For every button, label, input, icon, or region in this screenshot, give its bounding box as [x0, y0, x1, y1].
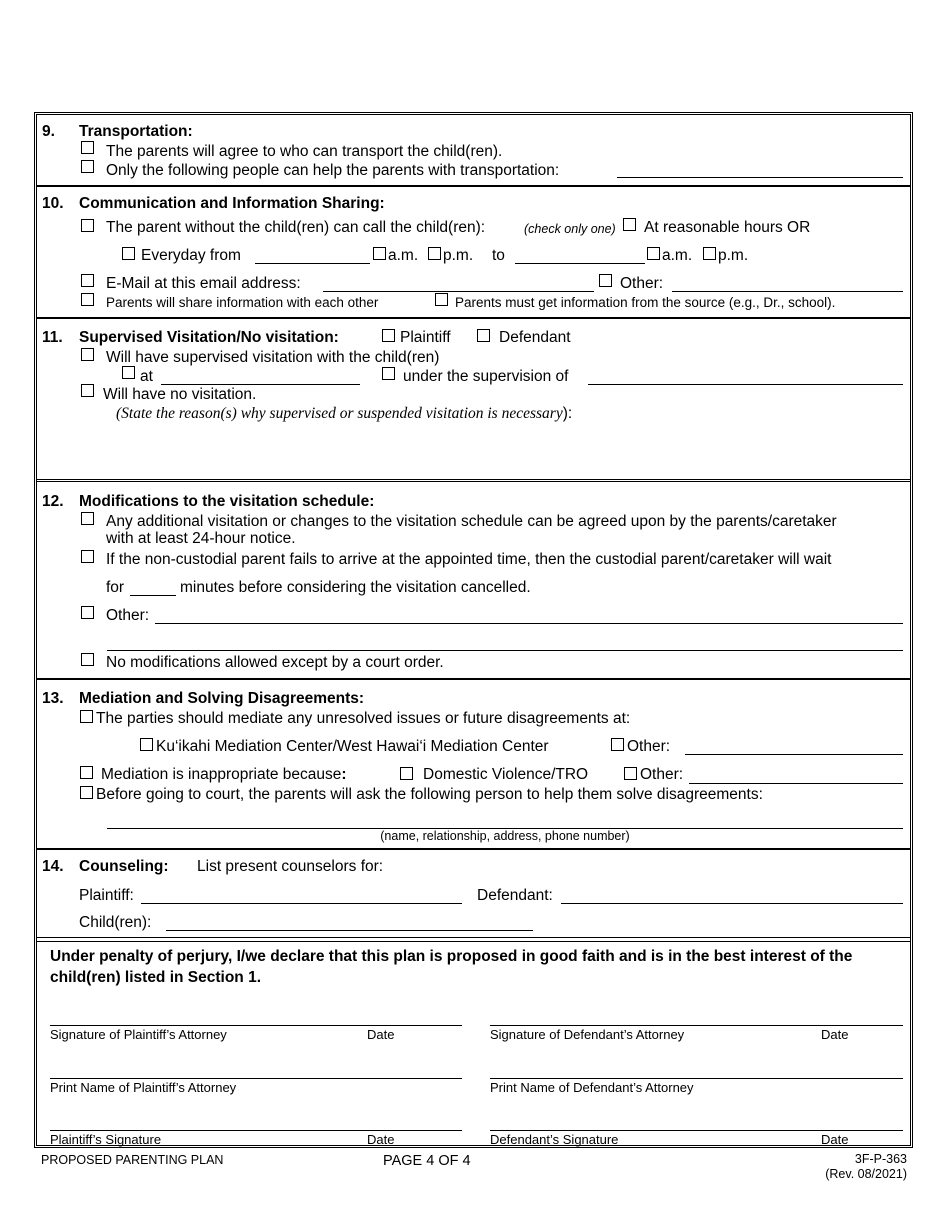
section-number: 13. [42, 690, 64, 707]
plaintiff-label: Plaintiff [400, 329, 451, 346]
other-label: Other: [620, 275, 664, 292]
checkbox-other-mod[interactable] [81, 606, 94, 619]
section-11 [37, 319, 910, 482]
defendant-label: Defendant: [477, 887, 553, 904]
checkbox-from-pm[interactable] [428, 247, 441, 260]
option-label: Before going to court, the parents will ask the following person to help them solve disagreements: [96, 786, 763, 803]
other-center-field[interactable] [685, 754, 903, 755]
children-label: Child(ren): [79, 914, 152, 931]
option-label: with at least 24-hour notice. [106, 530, 296, 547]
checkbox-wait[interactable] [81, 550, 94, 563]
time-to-field[interactable] [515, 263, 645, 264]
checkbox-no-modifications[interactable] [81, 653, 94, 666]
section-12 [37, 482, 910, 680]
checkbox-other-center[interactable] [611, 738, 624, 751]
option-label: If the non-custodial parent fails to arrive at the appointed time, then the custodial parent/caretaker will wait [106, 551, 832, 568]
option-label: Parents will share information with each other [106, 295, 379, 310]
section-14 [37, 850, 910, 940]
pm-label: p.m. [443, 247, 474, 264]
date-caption: Date [821, 1132, 849, 1147]
section-number: 14. [42, 858, 64, 875]
form-code: 3F-P-363 [854, 1152, 907, 1166]
for-label: for [106, 579, 125, 596]
section-13 [37, 680, 910, 850]
signature-caption: Defendant’s Signature [490, 1132, 619, 1147]
section-number: 12. [42, 493, 64, 510]
checkbox-to-am[interactable] [647, 247, 660, 260]
plaintiff-counselor-field[interactable] [141, 903, 462, 904]
option-label: Everyday from [141, 247, 241, 264]
plaintiff-label: Plaintiff: [79, 887, 134, 904]
pm-label: p.m. [718, 247, 749, 264]
option-label: E-Mail at this email address: [106, 275, 301, 292]
supervised-at-field[interactable] [161, 384, 360, 385]
checkbox-transport-agree[interactable] [81, 141, 94, 154]
reason-note [116, 405, 572, 423]
time-from-field[interactable] [255, 263, 370, 264]
form-revision: (Rev. 08/2021) [825, 1167, 907, 1181]
checkbox-no-visitation[interactable] [81, 384, 94, 397]
divider [37, 937, 910, 942]
plaintiff-signature-line[interactable] [50, 1130, 462, 1131]
option-label: Any additional visitation or changes to the visitation schedule can be agreed upon by the parents/caretaker [106, 513, 837, 530]
wait-minutes-field[interactable] [130, 595, 176, 596]
other-mod-field-line2[interactable] [107, 650, 903, 651]
transport-people-field[interactable] [617, 177, 903, 178]
other-reason-field[interactable] [689, 783, 903, 784]
checkbox-plaintiff[interactable] [382, 329, 395, 342]
option-label: The parties should mediate any unresolved issues or future disagreements at: [96, 710, 631, 727]
checkbox-mediate[interactable] [80, 710, 93, 723]
other-label: Other: [640, 766, 684, 783]
date-caption: Date [367, 1132, 395, 1147]
checkbox-everyday[interactable] [122, 247, 135, 260]
reason-end: ): [562, 405, 573, 422]
checkbox-to-pm[interactable] [703, 247, 716, 260]
checkbox-other-reason[interactable] [624, 767, 637, 780]
section-title: Mediation and Solving Disagreements: [79, 690, 365, 707]
other-comm-field[interactable] [672, 291, 903, 292]
section-number: 11. [42, 329, 63, 346]
defendant-attorney-signature-line[interactable] [490, 1025, 903, 1026]
section-title: Counseling: [79, 858, 169, 875]
checkbox-reasonable-hours[interactable] [623, 218, 636, 231]
check-one-note: (check only one) [524, 222, 616, 236]
option-label: No modifications allowed except by a court order. [106, 654, 444, 671]
checkbox-supervised[interactable] [81, 348, 94, 361]
option-label: The parent without the child(ren) can call the child(ren): [106, 219, 486, 236]
other-label: Other: [627, 738, 671, 755]
option-label: Will have no visitation. [103, 386, 257, 403]
checkbox-email[interactable] [81, 274, 94, 287]
option-label: Parents must get information from the source (e.g., Dr., school). [455, 295, 836, 310]
section-number: 9. [42, 123, 55, 140]
page-number: PAGE 4 OF 4 [383, 1153, 471, 1169]
inappropriate-text: Mediation is inappropriate because [101, 766, 342, 783]
option-label: minutes before considering the visitation cancelled. [180, 579, 531, 596]
checkbox-transport-following[interactable] [81, 160, 94, 173]
section-9 [37, 115, 910, 187]
plaintiff-attorney-print-line[interactable] [50, 1078, 462, 1079]
checkbox-other-comm[interactable] [599, 274, 612, 287]
checkbox-under-supervision[interactable] [382, 367, 395, 380]
section-number: 10. [42, 195, 64, 212]
section-10 [37, 187, 910, 319]
field-caption: (name, relationship, address, phone number) [380, 829, 630, 843]
option-label: Domestic Violence/TRO [423, 766, 589, 783]
am-label: a.m. [662, 247, 693, 264]
option-label: under the supervision of [403, 368, 569, 385]
print-caption: Print Name of Plaintiff’s Attorney [50, 1080, 237, 1095]
checkbox-call[interactable] [81, 219, 94, 232]
option-label: Ku‘ikahi Mediation Center/West Hawai‘i Mediation Center [156, 738, 549, 755]
section-title: Transportation: [79, 123, 193, 140]
print-caption: Print Name of Defendant’s Attorney [490, 1080, 694, 1095]
signature-caption: Signature of Defendant’s Attorney [490, 1027, 685, 1042]
option-label: The parents will agree to who can transport the child(ren). [106, 143, 503, 160]
checkbox-supervised-at[interactable] [122, 366, 135, 379]
option-label [101, 766, 347, 784]
section-title: Communication and Information Sharing: [79, 195, 385, 212]
other-mod-field[interactable] [155, 623, 903, 624]
checkbox-inappropriate[interactable] [80, 766, 93, 779]
option-label: At reasonable hours OR [644, 219, 811, 236]
defendant-label: Defendant [499, 329, 571, 346]
section-title: Supervised Visitation/No visitation: [79, 329, 339, 346]
checkbox-dv[interactable] [400, 767, 413, 780]
email-field[interactable] [323, 291, 594, 292]
checkbox-additional-visitation[interactable] [81, 512, 94, 525]
defendant-attorney-print-line[interactable] [490, 1078, 903, 1079]
to-label: to [492, 247, 505, 264]
children-counselor-field[interactable] [166, 930, 533, 931]
date-caption: Date [821, 1027, 849, 1042]
footer-form-name: PROPOSED PARENTING PLAN [41, 1153, 224, 1167]
colon: : [341, 766, 347, 783]
form-page [34, 112, 913, 1148]
section-title: Modifications to the visitation schedule: [79, 493, 375, 510]
checkbox-source-info[interactable] [435, 293, 448, 306]
perjury-declaration: Under penalty of perjury, I/we declare that this plan is proposed in good faith and is in the best interest of the child(ren) listed in Section 1. [50, 948, 853, 986]
at-label: at [140, 368, 153, 385]
signature-caption: Plaintiff’s Signature [50, 1132, 162, 1147]
checkbox-kuikahi[interactable] [140, 738, 153, 751]
defendant-signature-line[interactable] [490, 1130, 903, 1131]
plaintiff-attorney-signature-line[interactable] [50, 1025, 462, 1026]
checkbox-share-info[interactable] [81, 293, 94, 306]
checkbox-before-court[interactable] [80, 786, 93, 799]
signature-caption: Signature of Plaintiff’s Attorney [50, 1027, 227, 1042]
option-label: Only the following people can help the parents with transportation: [106, 162, 560, 179]
list-label: List present counselors for: [197, 858, 384, 875]
am-label: a.m. [388, 247, 419, 264]
checkbox-defendant[interactable] [477, 329, 490, 342]
date-caption: Date [367, 1027, 395, 1042]
defendant-counselor-field[interactable] [561, 903, 903, 904]
checkbox-from-am[interactable] [373, 247, 386, 260]
supervisor-field[interactable] [588, 384, 903, 385]
other-label: Other: [106, 607, 150, 624]
option-label: Will have supervised visitation with the child(ren) [106, 349, 440, 366]
reason-text: (State the reason(s) why supervised or suspended visitation is necessary [116, 405, 563, 422]
